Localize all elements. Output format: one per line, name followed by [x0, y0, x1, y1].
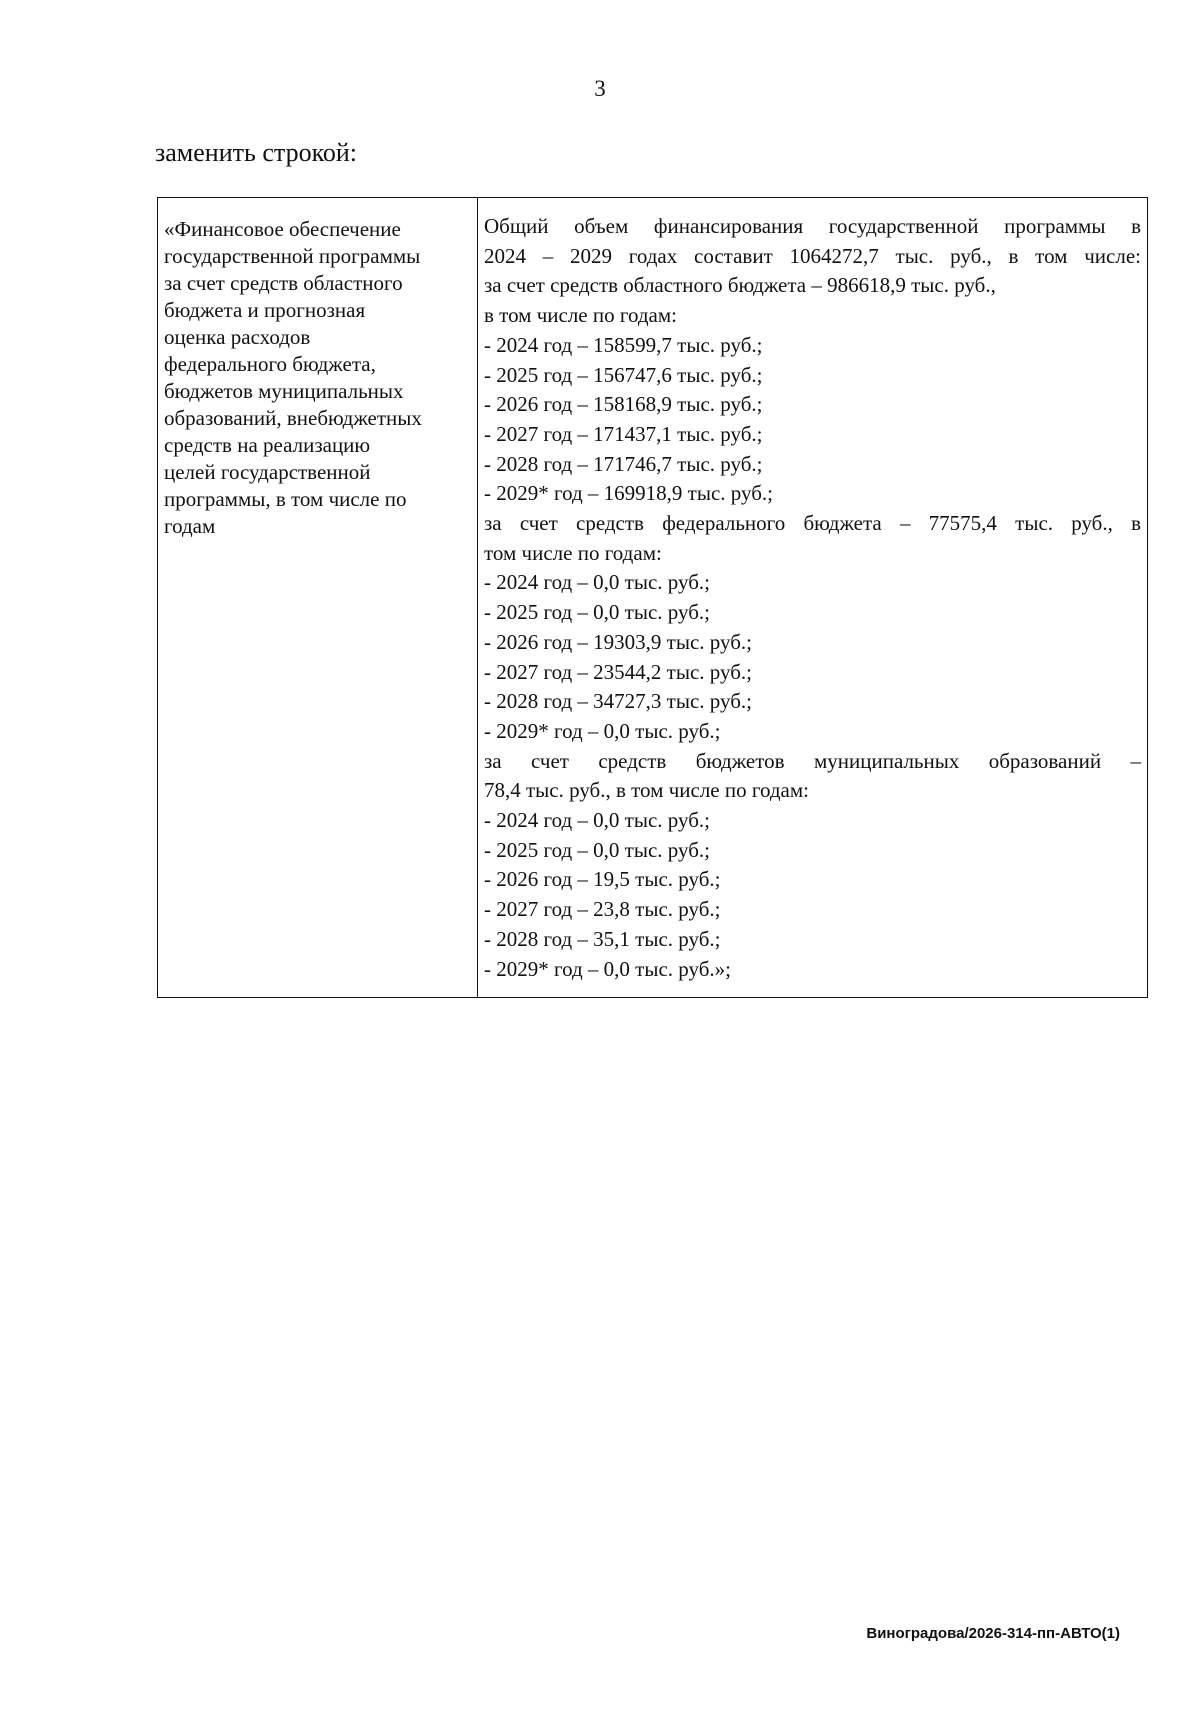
value-line: - 2026 год – 19303,9 тыс. руб.;: [484, 629, 752, 654]
label-line: программы, в том числе по: [164, 487, 407, 511]
value-line: - 2026 год – 19,5 тыс. руб.;: [484, 867, 721, 892]
value-line: - 2026 год – 158168,9 тыс. руб.;: [484, 392, 763, 417]
value-line: - 2024 год – 158599,7 тыс. руб.;: [484, 332, 763, 357]
value-line: - 2028 год – 171746,7 тыс. руб.;: [484, 451, 763, 476]
value-line: - 2025 год – 0,0 тыс. руб.;: [484, 837, 710, 862]
value-line: за счет средств областного бюджета – 986618,9 тыс. руб.,: [484, 273, 996, 298]
table-value-cell: [478, 198, 1147, 997]
label-line: годам: [164, 514, 216, 538]
value-line: том числе по годам:: [484, 540, 662, 565]
value-line: за счет средств федерального бюджета – 77575,4 тыс. руб., в: [484, 511, 1141, 536]
label-line: целей государственной: [164, 460, 371, 484]
value-line: - 2029* год – 0,0 тыс. руб.»;: [484, 956, 731, 981]
value-line: Общий объем финансирования государственной программы в: [484, 214, 1141, 238]
label-line: средств на реализацию: [164, 433, 371, 457]
label-line: бюджетов муниципальных: [164, 379, 404, 403]
value-line: за счет средств бюджетов муниципальных образований –: [484, 748, 1141, 773]
value-line: - 2027 год – 171437,1 тыс. руб.;: [484, 421, 763, 446]
label-line: образований, внебюджетных: [164, 406, 422, 430]
value-line: - 2025 год – 0,0 тыс. руб.;: [484, 600, 710, 625]
value-line: - 2028 год – 34727,3 тыс. руб.;: [484, 689, 752, 714]
label-line: «Финансовое обеспечение: [164, 217, 401, 241]
value-line: - 2024 год – 0,0 тыс. руб.;: [484, 808, 710, 833]
value-line: - 2027 год – 23,8 тыс. руб.;: [484, 897, 721, 922]
value-line: - 2029* год – 0,0 тыс. руб.;: [484, 718, 721, 743]
document-reference: Виноградова/2026-314-пп-АВТО(1): [866, 1625, 1120, 1642]
label-line: бюджета и прогнозная: [164, 298, 366, 322]
intro-text: заменить строкой:: [155, 138, 358, 167]
label-line: за счет средств областного: [164, 271, 403, 295]
value-line: - 2028 год – 35,1 тыс. руб.;: [484, 926, 721, 951]
table-label-cell: [158, 198, 478, 997]
page-number: 3: [594, 76, 606, 101]
value-line: - 2025 год – 156747,6 тыс. руб.;: [484, 362, 763, 387]
label-line: федерального бюджета,: [164, 352, 376, 376]
label-line: оценка расходов: [164, 325, 311, 349]
value-line: 78,4 тыс. руб., в том числе по годам:: [484, 778, 809, 803]
value-line: 2024 – 2029 годах составит 1064272,7 тыс. руб., в том числе:: [484, 243, 1141, 268]
value-line: - 2024 год – 0,0 тыс. руб.;: [484, 570, 710, 595]
funding-table: [157, 197, 1148, 998]
label-line: государственной программы: [164, 244, 421, 268]
value-line: - 2027 год – 23544,2 тыс. руб.;: [484, 659, 752, 684]
value-line: - 2029* год – 169918,9 тыс. руб.;: [484, 481, 773, 506]
value-line: в том числе по годам:: [484, 303, 677, 328]
